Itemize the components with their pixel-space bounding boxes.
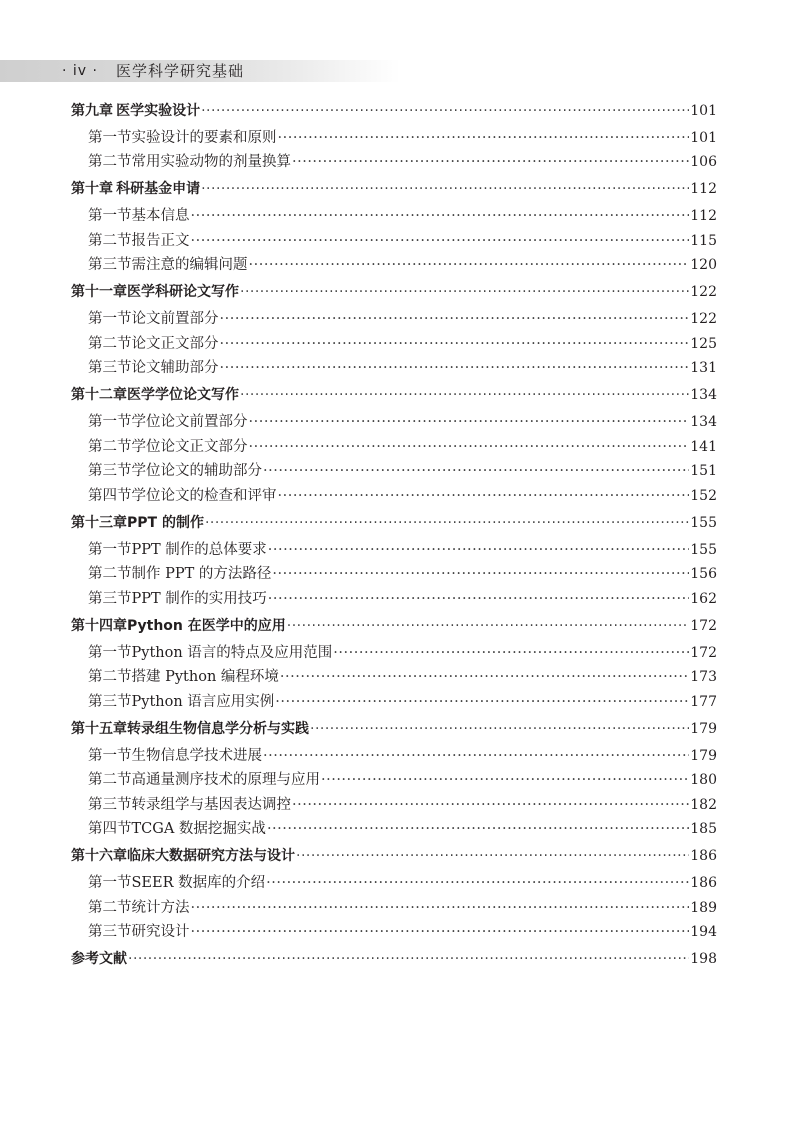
section-number: 第二节	[88, 899, 132, 916]
toc-section-entry[interactable]	[71, 432, 717, 457]
chapter-number: 第十三章	[71, 514, 127, 531]
page-number: 177	[690, 693, 717, 710]
dot-leader	[191, 898, 690, 918]
dot-leader	[280, 667, 689, 687]
section-number: 第三节	[88, 924, 132, 940]
section-number: 第三节	[88, 257, 132, 273]
page-number: 152	[690, 487, 717, 504]
section-title: 论文辅助部分	[131, 360, 219, 376]
section-title: 基本信息	[131, 208, 190, 224]
page-number: 155	[690, 541, 717, 558]
toc-chapter-entry[interactable]	[71, 381, 717, 406]
toc-section-entry[interactable]	[71, 893, 717, 918]
dot-leader	[321, 770, 689, 790]
toc-section-entry[interactable]	[71, 408, 717, 433]
dot-leader	[287, 616, 690, 636]
page-number: 115	[690, 232, 717, 249]
dot-leader	[249, 437, 690, 457]
section-number: 第三节	[88, 463, 132, 479]
chapter-title: 医学科研论文写作	[127, 284, 239, 300]
chapter-number: 第十二章	[71, 387, 127, 403]
chapter-number: 第十一章	[71, 284, 127, 300]
section-number: 第二节	[88, 438, 132, 455]
page-number: 141	[690, 438, 717, 455]
dot-leader	[220, 334, 690, 354]
section-title: 制作 PPT 的方法路径	[131, 566, 272, 582]
section-title: 生物信息学技术进展	[131, 747, 262, 764]
section-number: 第一节	[88, 541, 132, 558]
page-number: 120	[690, 257, 717, 273]
chapter-number: 第十四章	[71, 617, 127, 634]
dot-leader	[201, 101, 689, 121]
section-title: TCGA 数据挖掘实战	[131, 821, 266, 837]
section-number: 第三节	[88, 590, 132, 607]
section-title: 学位论文的辅助部分	[131, 463, 262, 479]
page-number: 112	[690, 181, 717, 197]
page-number: 186	[690, 875, 717, 891]
toc-section-entry[interactable]	[71, 918, 717, 943]
toc-section-entry[interactable]	[71, 123, 717, 148]
dot-leader	[310, 719, 689, 739]
section-number: 第二节	[88, 232, 132, 249]
page-number: 131	[690, 360, 717, 376]
dot-leader	[240, 282, 689, 302]
chapter-title: 科研基金申请	[116, 181, 201, 197]
section-number: 第二节	[88, 154, 132, 170]
section-number: 第二节	[88, 335, 132, 352]
toc-section-entry[interactable]	[71, 329, 717, 354]
dot-leader	[266, 873, 689, 893]
toc-chapter-entry[interactable]	[71, 508, 717, 533]
chapter-number: 第十章	[71, 181, 113, 197]
page-number: 122	[690, 284, 717, 300]
chapter-title: Python 在医学中的应用	[127, 617, 286, 634]
dot-leader	[128, 949, 689, 969]
section-title: 转录组学与基因表达调控	[131, 796, 291, 813]
page-number: 156	[690, 566, 717, 582]
dot-leader	[240, 385, 689, 405]
section-title: 需注意的编辑问题	[131, 257, 248, 273]
page-number: 106	[690, 154, 717, 170]
page-number: 125	[690, 335, 717, 352]
dot-leader	[249, 255, 690, 275]
page-number: 122	[690, 311, 717, 327]
section-title: 常用实验动物的剂量换算	[131, 154, 291, 170]
page-number: 151	[690, 463, 717, 479]
page-number: 112	[690, 208, 717, 224]
chapter-title: 转录组生物信息学分析与实践	[127, 720, 309, 737]
dot-leader	[268, 589, 689, 609]
section-number: 第三节	[88, 796, 132, 813]
page-number: 173	[690, 669, 717, 685]
book-title: 医学科学研究基础	[116, 62, 245, 80]
section-number: 第二节	[88, 772, 132, 788]
dot-leader	[191, 231, 690, 251]
page-number: 101	[690, 102, 717, 119]
section-title: 学位论文的检查和评审	[131, 487, 277, 504]
section-number: 第三节	[88, 360, 132, 376]
dot-leader	[275, 692, 689, 712]
chapter-title: 临床大数据研究方法与设计	[127, 848, 295, 864]
toc-chapter-entry[interactable]	[71, 96, 717, 121]
section-number: 第一节	[88, 414, 132, 430]
toc-section-entry[interactable]	[71, 766, 717, 791]
toc-section-entry[interactable]	[71, 457, 717, 482]
page-number: 189	[690, 899, 717, 916]
toc-chapter-entry[interactable]	[71, 945, 717, 970]
chapter-title: PPT 的制作	[127, 514, 204, 531]
toc-section-entry[interactable]	[71, 481, 717, 506]
page-number: 179	[690, 747, 717, 764]
dot-leader	[220, 358, 690, 378]
page-number: 172	[690, 644, 717, 661]
section-title: 研究设计	[131, 924, 190, 940]
dot-leader	[278, 486, 690, 506]
dot-leader	[263, 461, 689, 481]
toc-section-entry[interactable]	[71, 815, 717, 840]
section-title: 论文正文部分	[131, 335, 219, 352]
section-title: 学位论文前置部分	[131, 414, 248, 430]
toc-section-entry[interactable]	[71, 226, 717, 251]
page-number: 134	[690, 387, 717, 403]
dot-leader	[191, 922, 690, 942]
section-title: 报告正文	[131, 232, 190, 249]
dot-leader	[220, 309, 690, 329]
chapter-title: 医学学位论文写作	[127, 387, 239, 403]
section-title: 高通量测序技术的原理与应用	[131, 772, 320, 788]
toc-section-entry[interactable]	[71, 741, 717, 766]
page-number: 179	[690, 720, 717, 737]
page-number: 172	[690, 617, 717, 634]
chapter-number: 第九章	[71, 102, 113, 119]
toc-section-entry[interactable]	[71, 560, 717, 585]
section-title: 统计方法	[131, 899, 190, 916]
toc-chapter-entry[interactable]	[71, 842, 717, 867]
dot-leader	[333, 643, 689, 663]
section-number: 第一节	[88, 129, 132, 146]
toc-chapter-entry[interactable]	[71, 611, 717, 636]
section-number: 第四节	[88, 487, 132, 504]
section-title: PPT 制作的总体要求	[131, 541, 267, 558]
page-number: 180	[690, 772, 717, 788]
toc-section-entry[interactable]	[71, 638, 717, 663]
section-number: 第一节	[88, 747, 132, 764]
section-number: 第一节	[88, 208, 132, 224]
section-number: 第二节	[88, 669, 132, 685]
section-number: 第二节	[88, 566, 132, 582]
toc-section-entry[interactable]	[71, 535, 717, 560]
toc-section-entry[interactable]	[71, 663, 717, 688]
dot-leader	[292, 795, 689, 815]
dot-leader	[205, 513, 689, 533]
dot-leader	[249, 412, 690, 432]
page-number: 186	[690, 848, 717, 864]
chapter-number: 第十六章	[71, 848, 127, 864]
dot-leader	[191, 206, 690, 226]
page-number: 194	[690, 924, 717, 940]
toc-chapter-entry[interactable]	[71, 175, 717, 200]
section-number: 第三节	[88, 693, 132, 710]
section-number: 第一节	[88, 644, 132, 661]
dot-leader	[263, 746, 689, 766]
toc-chapter-entry[interactable]	[71, 278, 717, 303]
dot-leader	[267, 819, 689, 839]
toc-section-entry[interactable]	[71, 148, 717, 173]
section-title: 论文前置部分	[131, 311, 219, 327]
dot-leader	[201, 179, 689, 199]
section-title: Python 语言应用实例	[131, 693, 275, 710]
page-number: 101	[690, 129, 717, 146]
page-number: 185	[690, 821, 717, 837]
page-number: 162	[690, 590, 717, 607]
toc-section-entry[interactable]	[71, 869, 717, 894]
section-title: 搭建 Python 编程环境	[131, 669, 279, 685]
section-number: 第一节	[88, 311, 132, 327]
toc-section-entry[interactable]	[71, 202, 717, 227]
dot-leader	[272, 564, 689, 584]
dot-leader	[292, 152, 689, 172]
toc-section-entry[interactable]	[71, 790, 717, 815]
page-number: 198	[690, 951, 717, 967]
section-title: 学位论文正文部分	[131, 438, 248, 455]
page-number: 182	[690, 796, 717, 813]
toc-section-entry[interactable]	[71, 354, 717, 379]
page-number: 134	[690, 414, 717, 430]
table-of-contents	[71, 96, 717, 969]
dot-leader	[296, 846, 689, 866]
chapter-title: 医学实验设计	[116, 102, 201, 119]
toc-section-entry[interactable]	[71, 251, 717, 276]
toc-section-entry[interactable]	[71, 305, 717, 330]
chapter-number: 第十五章	[71, 720, 127, 737]
dot-leader	[278, 128, 690, 148]
section-title: Python 语言的特点及应用范围	[131, 644, 333, 661]
toc-chapter-entry[interactable]	[71, 714, 717, 739]
toc-section-entry[interactable]	[71, 687, 717, 712]
page-number: 155	[690, 514, 717, 531]
section-title: PPT 制作的实用技巧	[131, 590, 267, 607]
toc-section-entry[interactable]	[71, 584, 717, 609]
chapter-title: 参考文献	[71, 951, 127, 967]
dot-leader	[268, 540, 689, 560]
page-number-marker: · iv ·	[62, 63, 98, 79]
section-title: SEER 数据库的介绍	[131, 875, 266, 891]
section-title: 实验设计的要素和原则	[131, 129, 277, 146]
section-number: 第四节	[88, 821, 132, 837]
section-number: 第一节	[88, 875, 132, 891]
